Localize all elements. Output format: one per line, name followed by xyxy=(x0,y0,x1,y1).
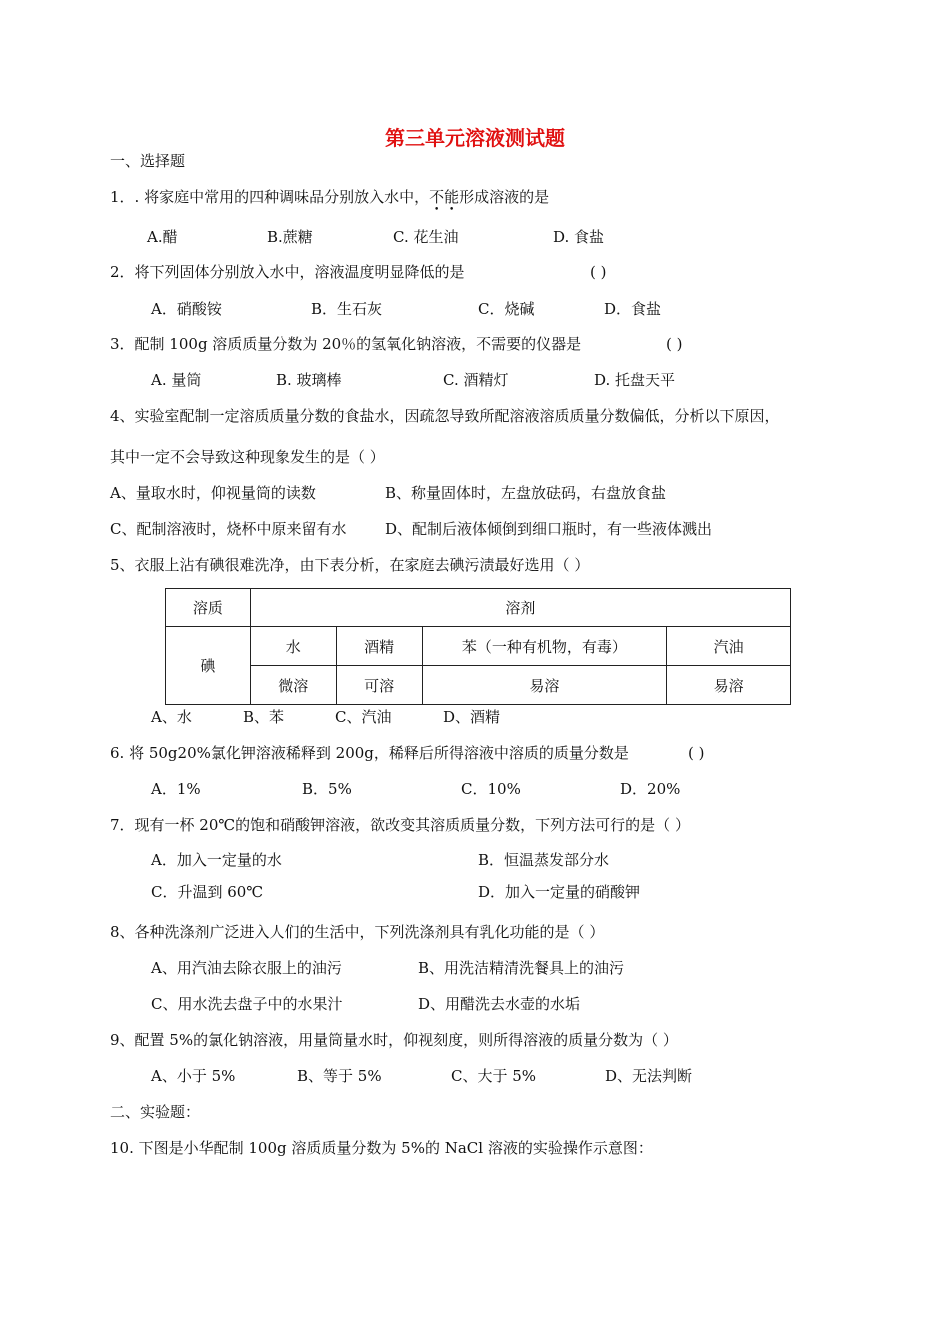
question-9-option-a: A、小于 5% xyxy=(151,1067,236,1085)
question-6-answer-blank: ( ) xyxy=(688,744,705,762)
question-1-option-b: B.蔗糖 xyxy=(267,228,313,246)
question-4-stem-line-1: 4、实验室配制一定溶质质量分数的食盐水，因疏忽导致所配溶液溶质质量分数偏低，分析以下原因， xyxy=(110,407,780,425)
question-4-option-b: B、称量固体时，左盘放砝码，右盘放食盐 xyxy=(385,484,667,502)
table-row xyxy=(166,666,791,705)
question-5-option-a: A、水 xyxy=(151,708,192,726)
question-3-option-b: B. 玻璃棒 xyxy=(276,371,342,389)
table-header-solute: 溶质 xyxy=(166,589,251,627)
question-1-option-c: C. 花生油 xyxy=(393,228,459,246)
table-cell-solute: 碘 xyxy=(166,627,251,705)
question-7-option-a: A．加入一定量的水 xyxy=(151,851,282,869)
question-8-stem: 8、各种洗涤剂广泛进入人们的生活中，下列洗涤剂具有乳化功能的是（ ） xyxy=(110,923,605,941)
question-6-option-c: C．10% xyxy=(461,780,521,798)
table-cell-solvent: 酒精 xyxy=(336,627,422,666)
question-2-option-a: A．硝酸铵 xyxy=(151,300,222,318)
question-2-answer-blank: ( ) xyxy=(590,263,607,281)
question-3-option-d: D. 托盘天平 xyxy=(594,371,676,389)
table-cell-solvent: 汽油 xyxy=(667,627,791,666)
section-heading-experiment: 二、实验题： xyxy=(110,1103,201,1121)
question-8-option-d: D、用醋洗去水壶的水垢 xyxy=(418,995,581,1013)
page-title: 第三单元溶液测试题 xyxy=(385,126,565,150)
question-7-stem: 7．现有一杯 20℃的饱和硝酸钾溶液，欲改变其溶质质量分数，下列方法可行的是（ ） xyxy=(110,816,690,834)
table-cell-solubility: 易溶 xyxy=(667,666,791,705)
question-9-option-c: C、大于 5% xyxy=(451,1067,537,1085)
table-cell-solubility: 易溶 xyxy=(422,666,667,705)
question-9-option-d: D、无法判断 xyxy=(605,1067,693,1085)
question-8-option-b: B、用洗洁精清洗餐具上的油污 xyxy=(418,959,625,977)
question-1-stem-post: 形成溶液的是 xyxy=(459,188,550,206)
question-1-option-a: A.醋 xyxy=(147,228,178,246)
question-3-option-a: A. 量筒 xyxy=(151,371,202,389)
question-3-option-c: C. 酒精灯 xyxy=(443,371,509,389)
question-3-answer-blank: ( ) xyxy=(666,335,683,353)
question-2-option-c: C．烧碱 xyxy=(478,300,535,318)
solubility-table xyxy=(165,588,791,705)
table-row xyxy=(166,589,791,627)
question-5-option-b: B、苯 xyxy=(243,708,285,726)
question-4-option-a: A、量取水时，仰视量筒的读数 xyxy=(110,484,316,502)
question-7-option-b: B．恒温蒸发部分水 xyxy=(478,851,610,869)
question-10-stem: 10. 下图是小华配制 100g 溶质质量分数为 5%的 NaCl 溶液的实验操作示意图： xyxy=(110,1139,653,1157)
question-8-option-c: C、用水洗去盘子中的水果汁 xyxy=(151,995,343,1013)
table-header-solvent: 溶剂 xyxy=(250,589,790,627)
section-heading-choice: 一、选择题 xyxy=(110,152,186,170)
question-4-option-d: D、配制后液体倾倒到细口瓶时，有一些液体溅出 xyxy=(385,520,713,538)
question-2-option-b: B．生石灰 xyxy=(311,300,383,318)
question-1-option-d: D. 食盐 xyxy=(553,228,605,246)
emphasis-char-2: 能 xyxy=(444,188,460,206)
question-7-option-d: D．加入一定量的硝酸钾 xyxy=(478,883,641,901)
question-8-option-a: A、用汽油去除衣服上的油污 xyxy=(151,959,342,977)
question-5-stem: 5、衣服上沾有碘很难洗净，由下表分析，在家庭去碘污渍最好选用（ ） xyxy=(110,556,590,574)
question-3-stem: 3．配制 100g 溶质质量分数为 20％的氢氧化钠溶液，不需要的仪器是 xyxy=(110,335,582,353)
emphasis-char-1: 不 xyxy=(429,188,445,206)
question-9-option-b: B、等于 5% xyxy=(297,1067,382,1085)
question-2-option-d: D．食盐 xyxy=(604,300,662,318)
question-6-stem: 6. 将 50g20%氯化钾溶液稀释到 200g，稀释后所得溶液中溶质的质量分数是 xyxy=(110,744,629,762)
table-row xyxy=(166,627,791,666)
question-6-option-b: B．5% xyxy=(302,780,352,798)
question-6-option-a: A．1% xyxy=(151,780,201,798)
question-9-stem: 9、配置 5%的氯化钠溶液，用量筒量水时，仰视刻度，则所得溶液的质量分数为（ ） xyxy=(110,1031,678,1049)
question-1-stem-pre: 1．. 将家庭中常用的四种调味品分别放入水中， xyxy=(110,188,430,206)
question-5-option-d: D、酒精 xyxy=(443,708,501,726)
table-cell-solvent: 苯（一种有机物，有毒） xyxy=(422,627,667,666)
question-1-stem xyxy=(110,187,549,207)
question-4-stem-line-2: 其中一定不会导致这种现象发生的是（ ） xyxy=(110,448,385,466)
question-6-option-d: D．20% xyxy=(620,780,681,798)
table-cell-solubility: 微溶 xyxy=(250,666,336,705)
table-cell-solvent: 水 xyxy=(250,627,336,666)
question-7-option-c: C．升温到 60℃ xyxy=(151,883,264,901)
question-5-option-c: C、汽油 xyxy=(335,708,392,726)
question-4-option-c: C、配制溶液时，烧杯中原来留有水 xyxy=(110,520,347,538)
table-cell-solubility: 可溶 xyxy=(336,666,422,705)
question-2-stem: 2．将下列固体分别放入水中，溶液温度明显降低的是 xyxy=(110,263,465,281)
